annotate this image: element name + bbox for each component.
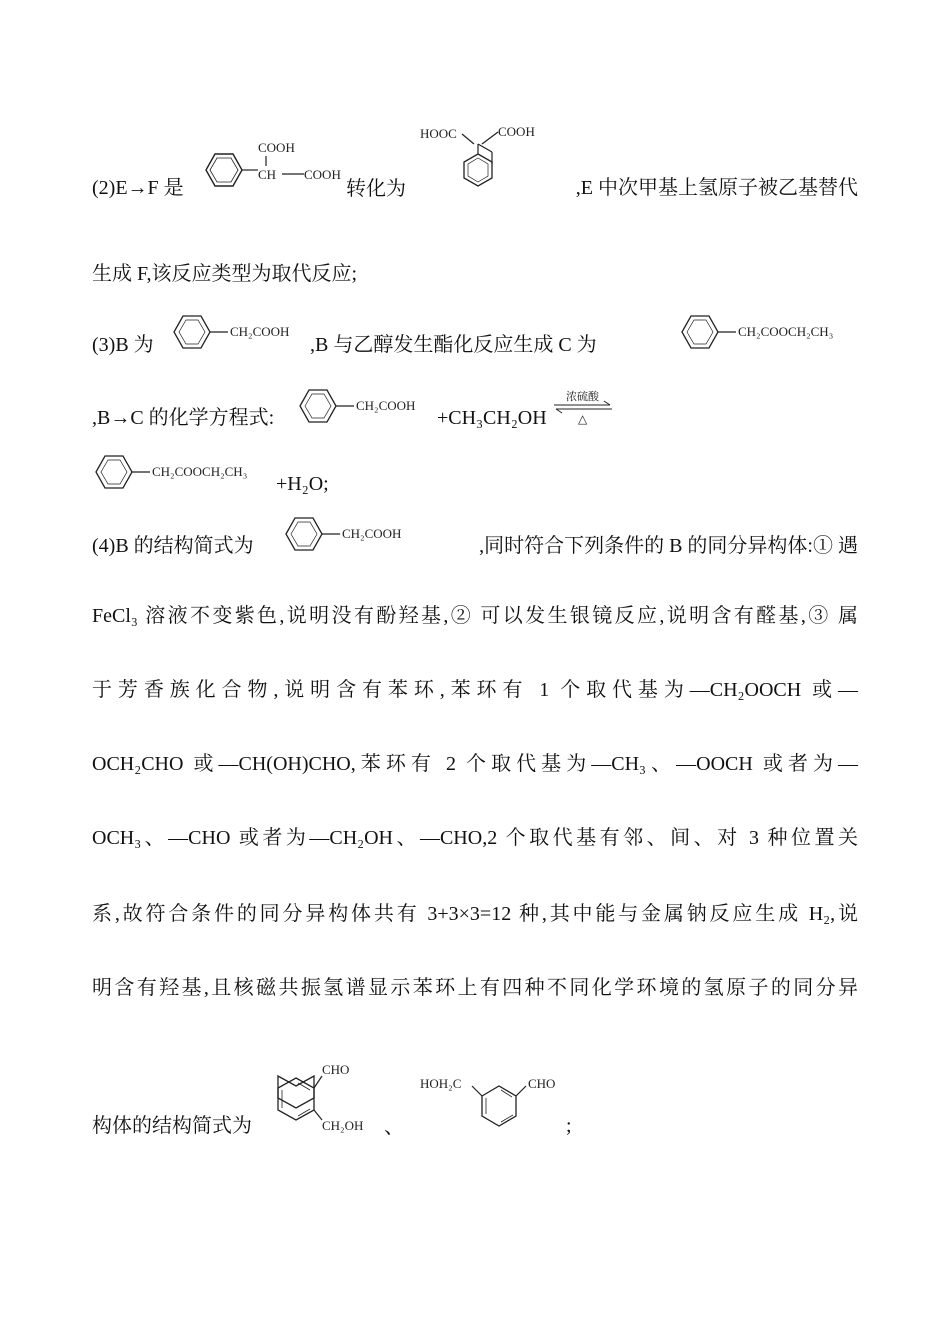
q4-lead: (4)B 的结构简式为 <box>92 535 254 557</box>
molecule-e-structure <box>196 130 346 200</box>
q3-eq-reagent: +CH₃CH₂OH <box>437 407 547 429</box>
molecule-f-structure <box>418 120 538 195</box>
isomer-2-structure <box>418 1070 568 1140</box>
q4-line2: FeCl₃ 溶液不变紫色,说明没有酚羟基,② 可以发生银镜反应,说明含有醛基,③ 属 <box>92 605 858 627</box>
q3-eq-tail: +H₂O; <box>276 473 329 495</box>
eq-molecule-b-structure <box>296 384 436 428</box>
isomer-separator: 、 <box>384 1114 404 1138</box>
q2-mid: 转化为 <box>346 176 406 200</box>
mol-c-label: CH₂COOCH₂CH₃ <box>738 324 834 339</box>
isomer-1-cho: CHO <box>322 1062 350 1077</box>
q3-eq-lead: ,B→C 的化学方程式: <box>92 407 275 429</box>
eq-mol-b-label: CH₂COOH <box>356 398 416 413</box>
catalyst-label: 浓硫酸 <box>566 391 599 403</box>
q3-mid: ,B 与乙醇发生酯化反应生成 C 为 <box>310 334 597 356</box>
mol-e-ch: CH <box>258 167 277 182</box>
heat-label: △ <box>578 412 588 426</box>
isomer-1-structure <box>270 1058 380 1144</box>
q4-line8: 构体的结构简式为 <box>92 1115 252 1137</box>
mol-e-cooh-top: COOH <box>258 140 295 155</box>
isomer-1-ch2oh: CH₂OH <box>322 1118 364 1133</box>
q4-line6: 系,故符合条件的同分异构体共有 3+3×3=12 种,其中能与金属钠反应生成 H₂,说 <box>92 903 858 925</box>
q3-lead: (3)B 为 <box>92 334 154 356</box>
q4-tail: ,同时符合下列条件的 B 的同分异构体:① 遇 <box>479 535 858 557</box>
q4-line7: 明含有羟基,且核磁共振氢谱显示苯环上有四种不同化学环境的氢原子的同分异 <box>92 977 858 999</box>
molecule-b-structure <box>170 310 310 354</box>
q2-line2: 生成 F,该反应类型为取代反应; <box>92 263 358 285</box>
q2-suffix: ,E 中次甲基上氢原子被乙基替代 <box>575 177 858 199</box>
q4-molecule-b-structure <box>282 512 422 556</box>
q4-end: ; <box>566 1115 572 1137</box>
isomer-2-hoh2c: HOH₂C <box>420 1076 462 1091</box>
mol-b-label: CH₂COOH <box>230 324 290 339</box>
mol-f-hooc: HOOC <box>420 126 457 141</box>
reversible-arrow <box>552 388 616 428</box>
isomer-2-cho: CHO <box>528 1076 556 1091</box>
q4-line3: 于芳香族化合物,说明含有苯环,苯环有 1 个取代基为—CH₂OOCH 或— <box>92 679 858 701</box>
molecule-c-structure <box>678 310 858 354</box>
eq-molecule-c-structure <box>92 450 277 494</box>
mol-e-cooh-right: COOH <box>304 167 341 182</box>
q2-prefix: (2)E→F 是 <box>92 177 184 199</box>
q4-line4: OCH₂CHO 或—CH(OH)CHO,苯环有 2 个取代基为—CH₃、—OOCH 或者为— <box>92 753 858 775</box>
mol-f-cooh: COOH <box>498 124 535 139</box>
q4-line5: OCH₃、—CHO 或者为—CH₂OH、—CHO,2 个取代基有邻、间、对 3 种位置关 <box>92 827 858 849</box>
q4-mol-b-label: CH₂COOH <box>342 526 402 541</box>
eq-mol-c-label: CH₂COOCH₂CH₃ <box>152 464 248 479</box>
